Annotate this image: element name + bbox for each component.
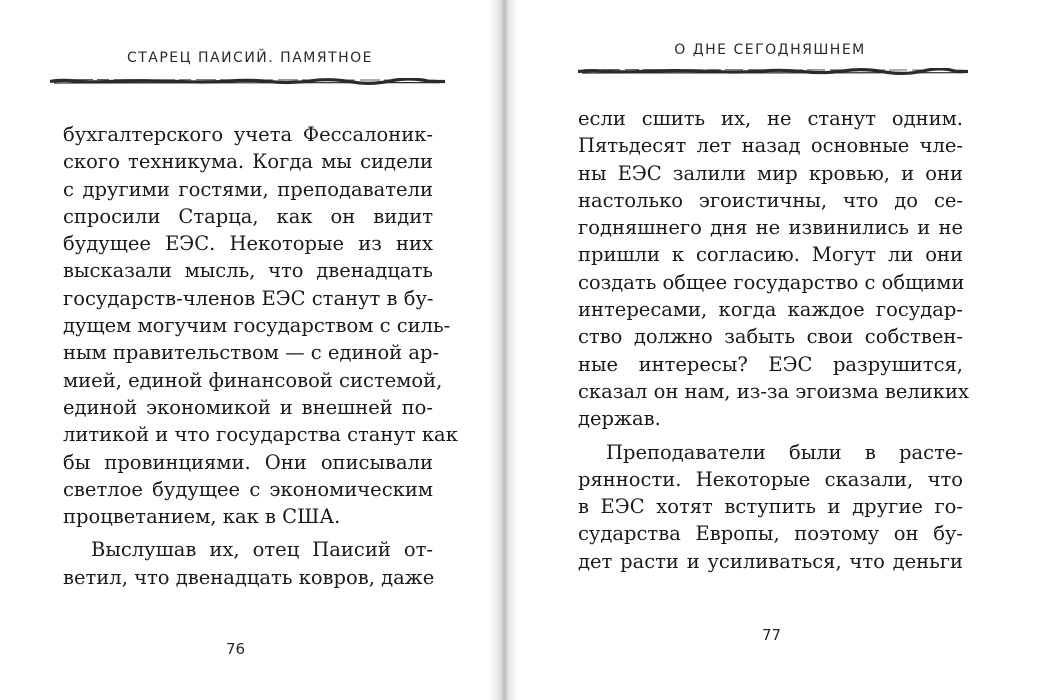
text-line: мией, единой финансовой системой,	[63, 368, 443, 392]
text-line: ные интересы? ЕЭС разрушится,	[578, 352, 963, 376]
text-line: держав.	[578, 407, 661, 431]
text-line: будущее ЕЭС. Некоторые из них	[63, 232, 433, 256]
text-line: если сшить их, не станут одним.	[578, 107, 963, 130]
text-line: литикой и что государства станут как	[63, 423, 458, 447]
ornamental-rule-graphic	[578, 68, 968, 75]
text-line: спросили Старца, как он видит	[63, 204, 433, 228]
text-line: годняшнего дня не извинились и не	[578, 216, 963, 240]
ornamental-rule-graphic	[50, 78, 445, 85]
book-gutter-shadow	[488, 0, 518, 700]
text-line: Пятьдесят лет назад основные чле-	[578, 134, 963, 158]
text-line: создать общее государство с общими	[578, 270, 965, 294]
text-line: сказал он нам, из-за эгоизма великих	[578, 379, 969, 403]
right-page	[500, 0, 1037, 700]
text-line: государств-членов ЕЭС станут в бу-	[63, 286, 434, 310]
text-line: единой экономикой и внешней по-	[63, 395, 433, 419]
text-line: с другими гостями, преподаватели	[63, 177, 433, 201]
right-page-number: 77	[762, 626, 782, 644]
text-line: в ЕЭС хотят вступить и другие го-	[578, 495, 963, 519]
left-page-number: 76	[226, 640, 246, 658]
text-line: бухгалтерского учета Фессалоник-	[63, 123, 433, 146]
text-line: ным правительством — с единой ар-	[63, 341, 440, 365]
text-line: высказали мысль, что двенадцать	[63, 259, 433, 283]
text-line: дет расти и усиливаться, что деньги	[578, 549, 963, 573]
text-line: настолько эгоистичны, что до се-	[578, 188, 963, 212]
right-body-text	[578, 105, 969, 575]
text-line: ветил, что двенадцать ковров, даже	[63, 565, 435, 589]
left-body-text	[63, 121, 458, 591]
text-line: бы провинциями. Они описывали	[63, 450, 433, 474]
text-line: дущем могучим государством с силь-	[63, 314, 451, 338]
text-line: светлое будущее с экономическим	[63, 477, 433, 501]
text-line: ны ЕЭС залили мир кровью, и они	[578, 161, 963, 185]
left-header-rule	[50, 78, 445, 85]
text-line: Преподаватели были в расте-	[606, 440, 963, 464]
text-line: Выслушав их, отец Паисий от-	[91, 538, 433, 562]
right-header-rule	[578, 68, 968, 75]
text-line: интересами, когда каждое государ-	[578, 298, 963, 322]
text-line: ство должно забыть свои собствен-	[578, 325, 963, 349]
text-line: процветанием, как в США.	[63, 505, 341, 529]
text-line: сударства Европы, поэтому он бу-	[578, 522, 963, 546]
text-line: пришли к согласию. Могут ли они	[578, 243, 963, 267]
left-running-head: СТАРЕЦ ПАИСИЙ. ПАМЯТНОЕ	[126, 50, 374, 66]
left-page	[0, 0, 500, 700]
text-line: рянности. Некоторые сказали, что	[578, 467, 963, 491]
right-running-head: О ДНЕ СЕГОДНЯШНЕМ	[674, 42, 866, 58]
text-line: ского техникума. Когда мы сидели	[63, 150, 433, 174]
